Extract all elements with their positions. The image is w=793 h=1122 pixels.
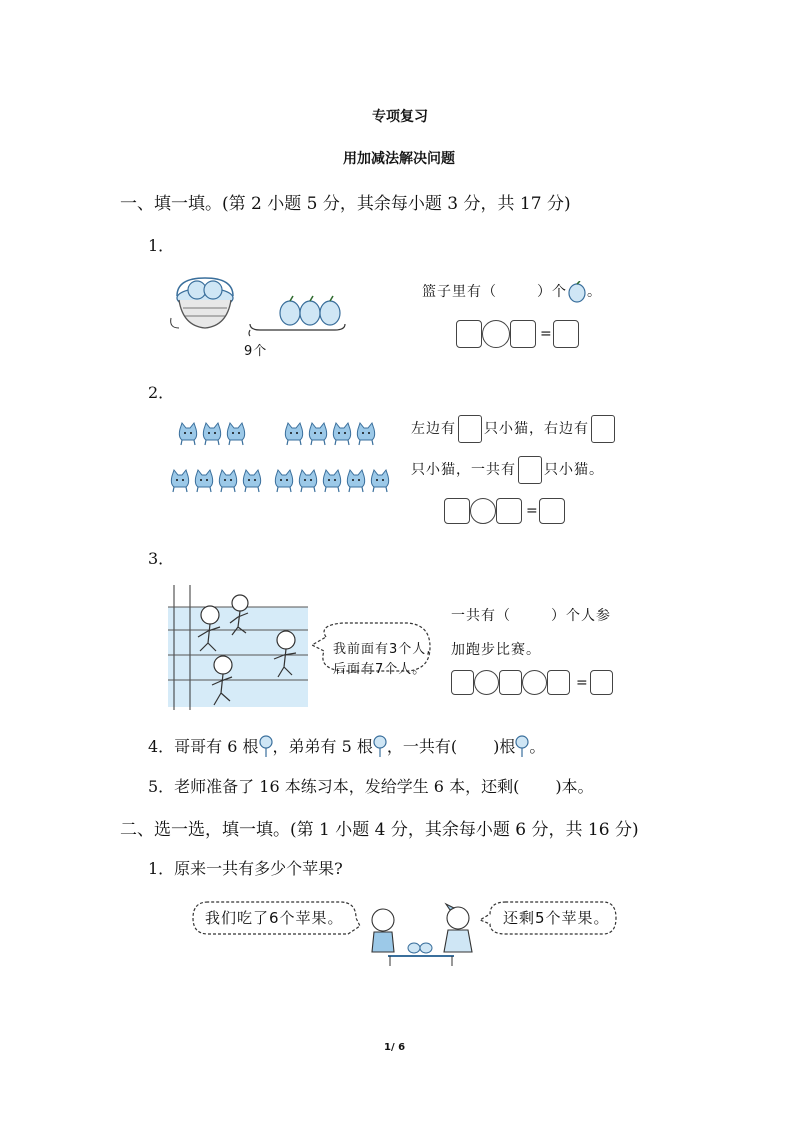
q4-text-a: 4．哥哥有 6 根: [148, 737, 259, 756]
s2-q1-question: 1．原来一共有多少个苹果?: [148, 859, 343, 878]
section2-heading: 二、选一选，填一填。(第 1 小题 4 分，其余每小题 6 分，共 16 分): [120, 820, 639, 840]
q1-number: 1．: [148, 236, 175, 255]
q2-line1-b: 只小猫，右边有: [484, 421, 589, 437]
lollipop-icon: [515, 735, 529, 757]
q3-operator-circle-2[interactable]: [522, 670, 547, 695]
q1-text: [422, 281, 602, 303]
section1-heading: 一、填一填。(第 2 小题 5 分，其余每小题 3 分，共 17 分): [120, 194, 571, 214]
subject-title: 专项复习: [372, 109, 428, 125]
q2-equals: =: [526, 503, 538, 519]
q4-text-d: )根: [493, 737, 516, 756]
q2-line2: [411, 455, 604, 485]
page-number: 1/ 6: [384, 1042, 406, 1053]
fruit-icon: [567, 281, 587, 303]
q1-text-end: 。: [587, 284, 602, 300]
cats-illustration: [170, 420, 395, 500]
q3-answer-box-3[interactable]: [547, 670, 570, 695]
q1-text-after: ）个: [537, 284, 567, 300]
q2-line1-a: 左边有: [411, 421, 456, 437]
q3-answer-box-2[interactable]: [499, 670, 522, 695]
q2-line2-a: 只小猫，一共有: [411, 462, 516, 478]
q2-answer-box-2[interactable]: [496, 498, 522, 524]
q3-answer-box-result[interactable]: [590, 670, 613, 695]
q3-line1: [451, 605, 611, 625]
q1-operator-circle[interactable]: [482, 320, 510, 348]
q5-text: [148, 774, 594, 797]
q2-left-count-box[interactable]: [458, 415, 482, 443]
topic-title: 用加减法解决问题: [343, 151, 455, 167]
lollipop-icon: [259, 735, 273, 757]
speech-left: 我们吃了6个苹果。: [205, 909, 344, 927]
q2-total-count-box[interactable]: [518, 456, 542, 484]
q5-text-b: )本。: [555, 777, 594, 796]
q3-line1-b: ）个人参: [551, 608, 611, 624]
q3-line1-a: 一共有（: [451, 608, 511, 624]
q3-line2: 加跑步比赛。: [451, 642, 541, 658]
q1-answer-box-result[interactable]: [553, 320, 579, 348]
q2-answer-box-result[interactable]: [539, 498, 565, 524]
q2-line2-b: 只小猫。: [544, 462, 604, 478]
q2-number: 2．: [148, 383, 175, 402]
lollipop-icon: [373, 735, 387, 757]
q1-text-before: 篮子里有（: [422, 284, 497, 300]
speech-right: 还剩5个苹果。: [503, 909, 610, 927]
q3-speech-line2: 后面有7个人。: [333, 662, 427, 677]
q3-operator-circle-1[interactable]: [474, 670, 499, 695]
q1-equals: =: [540, 326, 552, 342]
q2-right-count-box[interactable]: [591, 415, 615, 443]
q4-text-e: 。: [529, 737, 546, 756]
q2-answer-box-1[interactable]: [444, 498, 470, 524]
q3-number: 3．: [148, 549, 175, 568]
q1-answer-box-1[interactable]: [456, 320, 482, 348]
q4-text-c: ，一共有(: [386, 737, 458, 756]
q1-answer-box-2[interactable]: [510, 320, 536, 348]
q3-speech: [333, 640, 431, 680]
q1-count-label: 9个: [244, 344, 268, 359]
q3-speech-line1: 我前面有3个人,: [333, 642, 432, 657]
apples-dialogue-illustration: [188, 890, 618, 970]
q2-line1: [411, 414, 617, 444]
q5-text-a: 5．老师准备了 16 本练习本，发给学生 6 本，还剩(: [148, 777, 520, 796]
q4-text: [148, 734, 545, 757]
q3-answer-box-1[interactable]: [451, 670, 474, 695]
q3-equals: =: [576, 675, 588, 691]
q2-operator-circle[interactable]: [470, 498, 496, 524]
q4-text-b: ，弟弟有 5 根: [272, 737, 373, 756]
